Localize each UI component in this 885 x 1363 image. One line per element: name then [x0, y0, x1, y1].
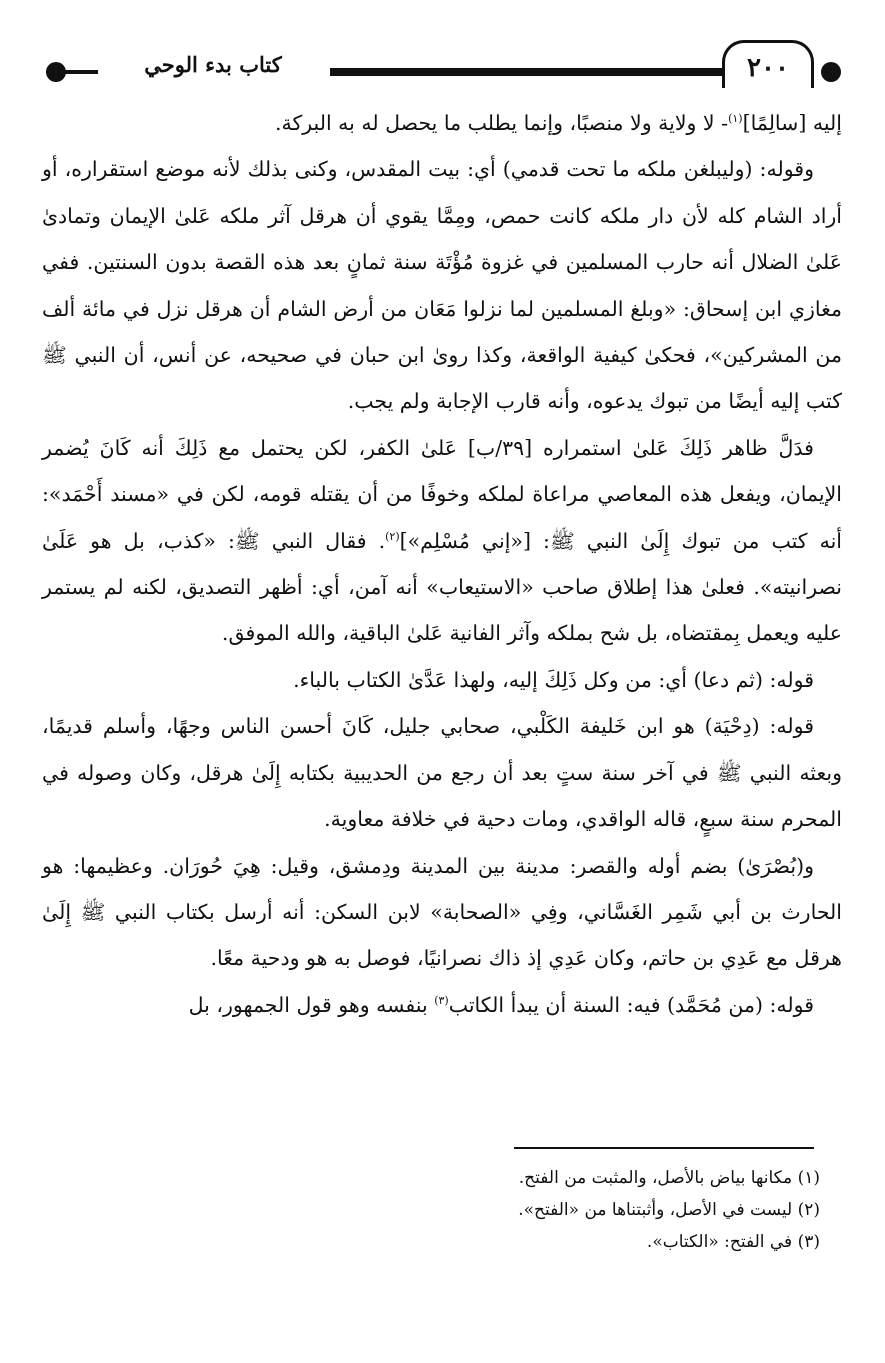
header-rule: [330, 68, 722, 76]
header-rule-short: [64, 70, 98, 74]
paragraph-4: قوله: (ثم دعا) أي: من وكل ذَلِكَ إليه، ولهذا عَدَّىٰ الكتاب بالباء.: [293, 667, 814, 692]
paragraph-2: وقوله: (وليبلغن ملكه ما تحت قدمي) أي: بيت المقدس، وكنى بذلك لأنه موضع استقراره، أو أراد الشام كله لأن دار ملكه كانت حمص، ومِمَّا يقوي أن هرقل آثر ملكه عَلىٰ الإيمان وتمادىٰ عَلىٰ الضلال أنه حارب المسلمين في غزوة مُؤْتَة سنة ثمانٍ بعد هذه القصة بدون السنتين. ففي مغازي ابن إسحاق: «وبلغ المسلمين لما نزلوا مَعَان من أرض الشام أن هرقل نزل في مائة ألف من المشركين»، فحكىٰ كيفية الواقعة، وكذا روىٰ ابن حبان في صحيحه، عن أنس، أن النبي ﷺ كتب إليه أيضًا من تبوك يدعوه، وأنه قارب الإجابة ولم يجب.: [42, 157, 842, 414]
footnotes: [42, 1162, 820, 1258]
footnote-3: (٣) في الفتح: «الكتاب».: [646, 1232, 820, 1252]
paragraph-7: قوله: (من مُحَمَّد) فيه: السنة أن يبدأ الكاتب$^{(٣)}$ بنفسه وهو قول الجمهور، بل: [188, 992, 814, 1017]
footnote-ref-1: (١): [728, 112, 743, 126]
footnote-ref-3: (٣): [434, 993, 449, 1007]
book-title: كتاب بدء الوحي: [144, 52, 282, 77]
paragraph-6: و(بُصْرَىٰ) بضم أوله والقصر: مدينة بين المدينة ودِمشق، وقيل: هِيَ حُورَان. وعظيمها: هو الحارث بن أبي شَمِر الغَسَّاني، وفِي «الصحابة» لابن السكن: أنه أرسل بكتاب النبي ﷺ إِلَىٰ هرقل مع عَدِي بن حاتم، وكان عَدِي إذ ذاك نصرانيًا، فوصل به هو ودحية معًا.: [42, 853, 842, 971]
paragraph-1: إليه [سالِمًا]$^{(١)}$- لا ولاية ولا منصبًا، وإنما يطلب ما يحصل له به البركة.: [274, 111, 842, 135]
ornament-dot-left: [46, 62, 66, 82]
main-text: [42, 100, 842, 1028]
footnote-ref-2: (٢): [385, 529, 400, 543]
footnote-2: (٢) ليست في الأصل، وأثبتناها من «الفتح».: [518, 1200, 820, 1220]
paragraph-3: فدَلَّ ظاهر ذَلِكَ عَلىٰ استمراره [٣٩/ب] عَلىٰ الكفر، لكن يحتمل مع ذَلِكَ أنه كَانَ يُضمر الإيمان، ويفعل هذه المعاصي مراعاة لملكه وخوفًا من أن يقتله قومه، لكن في «مسند أَحْمَد»: أنه كتب من تبوك إِلَىٰ النبي ﷺ: [«إني مُسْلِم»]$^{(٢)}$. فقال النبي ﷺ: «كذب، بل هو عَلَىٰ نصرانيته». فعلىٰ هذا إطلاق صاحب «الاستيعاب» أنه آمن، أي: أظهر التصديق، لكنه لم يستمر عليه ويعمل بِمقتضاه، بل شح بملكه وآثر الفانية عَلىٰ الباقية، والله الموفق.: [42, 435, 842, 646]
footnote-1: (١) مكانها بياض بالأصل، والمثبت من الفتح.: [518, 1168, 820, 1188]
ornament-dot-right: [821, 62, 841, 82]
paragraph-5: قوله: (دِحْيَة) هو ابن خَليفة الكَلْبي، صحابي جليل، كَانَ أحسن الناس وجهًا، وأسلم قديمًا، وبعثه النبي ﷺ في آخر سنة ستٍ بعد أن رجع من الحديبية بكتابه إِلَىٰ هرقل، وكان وصوله في المحرم سنة سبعٍ، قاله الواقدي، ومات دحية في خلافة معاوية.: [42, 714, 842, 832]
page-header: [40, 38, 845, 98]
page-number: ٢٠٠: [722, 40, 814, 88]
footnote-separator: [514, 1147, 814, 1149]
